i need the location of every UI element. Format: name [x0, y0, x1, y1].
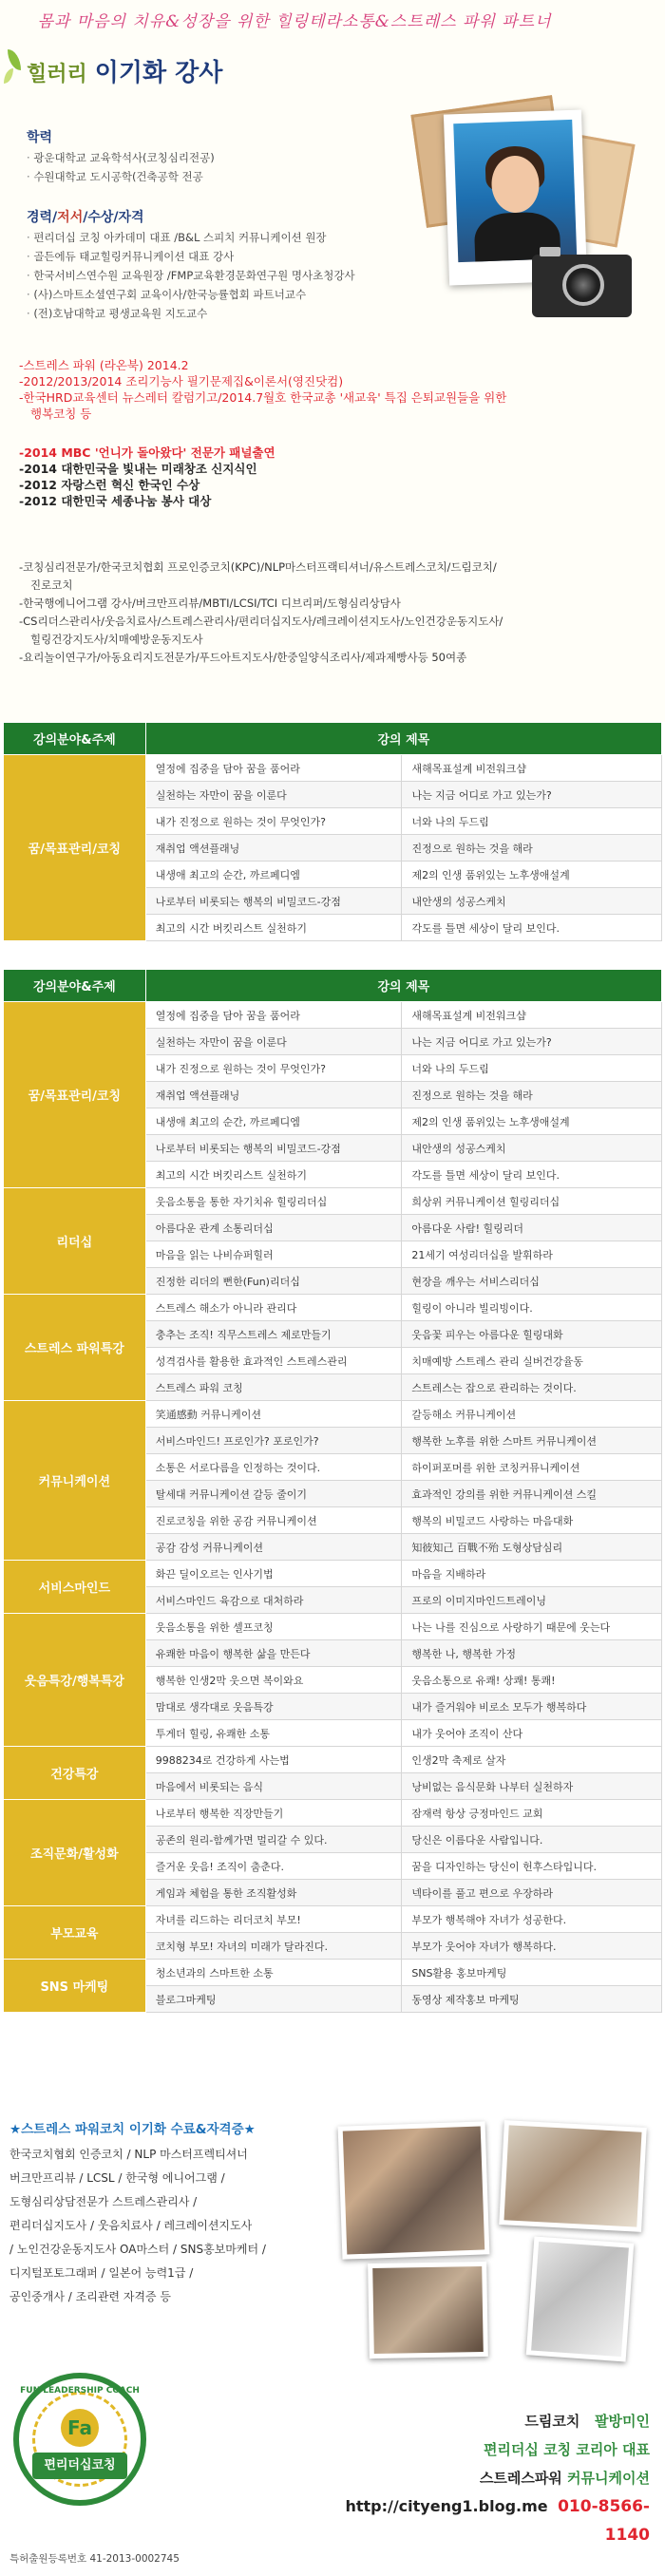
lecture-title-cell: 마음을 지배하라 [402, 1561, 662, 1587]
lecture-title-cell: 내가 진정으로 원하는 것이 무엇인가? [145, 1055, 402, 1082]
lecture-title-cell: 인생2막 축제로 살자 [402, 1747, 662, 1773]
lecture-title-cell: 각도를 틀면 세상이 달리 보인다. [402, 1162, 662, 1188]
lecture-title-cell: 유쾌한 마음이 행복한 삶을 만든다 [145, 1640, 402, 1667]
lecture-title-cell: 나는 나를 진심으로 사랑하기 때문에 웃는다 [402, 1614, 662, 1640]
lecture-title-cell: SNS활용 홍보마케팅 [402, 1960, 662, 1986]
lecture-title-cell: 하이퍼포머를 위한 코칭커뮤니케이션 [402, 1454, 662, 1481]
lecture-title-cell: 笑通感動 커뮤니케이션 [145, 1401, 402, 1428]
lecture-title-cell: 내가 웃어야 조직이 산다 [402, 1720, 662, 1747]
lecture-title-cell: 최고의 시간 버킷리스트 실천하기 [145, 915, 402, 941]
lecture-photo-gallery [340, 2124, 654, 2361]
qualification-item: -한국행에니어그램 강사/버크만프리뷰/MBTI/LCSI/TCI 디브리퍼/도형심리상담사 [19, 597, 401, 610]
award-item: -2012 대한민국 세종나눔 봉사 대상 [19, 494, 212, 508]
title-prefix: 힐러리 [27, 63, 87, 86]
awards-list [19, 445, 627, 509]
lecture-table-1 [3, 722, 662, 941]
lecture-title-cell: 블로그마케팅 [145, 1986, 402, 2013]
lecture-title-cell: 잠재력 항상 긍정마인드 교회 [402, 1800, 662, 1827]
qualification-item: 힐링건강지도사/치매예방운동지도사 [30, 633, 203, 646]
education-item: · 광운대학교 교육학석사(코칭심리전공) [27, 148, 215, 167]
lecture-title-cell: 부모가 행복해야 자녀가 성공한다. [402, 1906, 662, 1933]
table-header: 강의분야&주제 [4, 970, 146, 1002]
lecture-category: 리더십 [4, 1188, 146, 1295]
lecture-title-cell: 서비스마인드! 프로인가? 포로인가? [145, 1428, 402, 1454]
lecture-title-cell: 진정으로 원하는 것을 해라 [402, 835, 662, 862]
lecture-title-cell: 너와 나의 두드림 [402, 1055, 662, 1082]
table-row [4, 1800, 662, 1827]
lecture-title-cell: 마음에서 비롯되는 음식 [145, 1773, 402, 1800]
table-header: 강의분야&주제 [4, 723, 146, 755]
qualification-item: 진로코치 [30, 578, 73, 592]
tagline: 몸과 마음의 치유&성장을 위한 힐링테라소통&스트레스 파워 파트너 [37, 12, 552, 31]
logo-main-text: 편리더십코칭 [32, 2453, 127, 2479]
lecture-title-cell: 제2의 인생 품위있는 노후생애설계 [402, 862, 662, 888]
lecture-title-cell: 열정에 집중을 담아 꿈을 품어라 [145, 1002, 402, 1029]
page-title [27, 53, 222, 88]
lecture-title-cell: 진로코칭을 위한 공감 커뮤니케이션 [145, 1507, 402, 1534]
lecture-title-cell: 나로부터 비롯되는 행복의 비밀코드-강점 [145, 888, 402, 915]
lecture-title-cell: 성격검사를 활용한 효과적인 스트레스관리 [145, 1348, 402, 1374]
certification-line: / 노인건강운동지도사 OA마스터 / SNS홍보마케터 / [10, 2243, 266, 2256]
lecture-category: 건강특강 [4, 1747, 146, 1800]
lecture-title-cell: 동영상 제작홍보 마케팅 [402, 1986, 662, 2013]
leaf-small-icon [4, 68, 13, 84]
lecture-title-cell: 나는 지금 어디로 가고 있는가? [402, 1029, 662, 1055]
books-list [19, 357, 627, 422]
table-row [4, 1906, 662, 1933]
career-item: · 편리더십 코칭 아카데미 대표 /B&L 스피치 커뮤니케이션 원장 [27, 228, 355, 247]
lecture-title-cell: 치매예방 스트레스 관리 실버건강율동 [402, 1348, 662, 1374]
lecture-title-cell: 현장을 깨우는 서비스리더십 [402, 1268, 662, 1295]
lecture-title-cell: 공존의 원리-함께가면 멀리갈 수 있다. [145, 1827, 402, 1853]
lecture-title-cell: 게임과 체험을 통한 조직활성화 [145, 1880, 402, 1906]
education-list [27, 148, 215, 186]
qualifications-list [19, 559, 618, 667]
certification-line: 디지털포토그래퍼 / 일본어 능력1급 / [10, 2266, 194, 2280]
qualification-item: -요리놀이연구가/아동요리지도전문가/푸드아트지도사/한중일양식조리사/제과제빵사등 50여종 [19, 651, 467, 664]
contact-block [308, 2407, 650, 2549]
lecture-title-cell: 나로부터 행복한 직장만들기 [145, 1800, 402, 1827]
fun-leadership-logo [13, 2373, 146, 2506]
table-row [4, 755, 662, 782]
lecture-title-cell: 청소년과의 스마트한 소통 [145, 1960, 402, 1986]
career-item: · 골든에듀 태교힐링커뮤니케이션 대표 강사 [27, 247, 355, 266]
lecture-title-cell: 재취업 액션플래닝 [145, 1082, 402, 1108]
book-item: -한국HRD교육센터 뉴스레터 칼럼기고/2014.7월호 한국교총 '새교육' 특집 은퇴교원들을 위한 [19, 390, 507, 405]
lecture-title-cell: 맘대로 생각대로 웃음특강 [145, 1694, 402, 1720]
certification-line: 편리더십지도사 / 웃음치료사 / 레크레이션지도사 [10, 2219, 253, 2232]
lecture-category: 커뮤니케이션 [4, 1401, 146, 1561]
lecture-category: 서비스마인드 [4, 1561, 146, 1614]
lecture-category: 꿈/목표관리/코칭 [4, 755, 146, 941]
lecture-title-cell: 즐거운 웃음! 조직이 춤춘다. [145, 1853, 402, 1880]
lecture-title-cell: 탈세대 커뮤니케이션 갈등 줄이기 [145, 1481, 402, 1507]
lecture-title-cell: 행복한 나, 행복한 가정 [402, 1640, 662, 1667]
book-item: 행복코칭 등 [30, 407, 92, 421]
logo-arc-text: FUN LEADERSHIP COACH [20, 2386, 140, 2396]
lecture-title-cell: 희상위 커뮤니케이션 힐링리더십 [402, 1188, 662, 1215]
career-item: · (전)호남대학교 평생교육원 지도교수 [27, 304, 355, 323]
lecture-title-cell: 부모가 웃어야 자녀가 행복하다. [402, 1933, 662, 1960]
lecture-title-cell: 내안생의 성공스케치 [402, 888, 662, 915]
table-header: 강의 제목 [145, 723, 661, 755]
leaf-icon [8, 49, 21, 70]
certification-line: 한국코치협회 인증코치 / NLP 마스터프렉티셔너 [10, 2148, 248, 2161]
lecture-title-cell: 나는 지금 어디로 가고 있는가? [402, 782, 662, 808]
lecture-title-cell: 새해목표설계 비전워크샵 [402, 1002, 662, 1029]
lecture-title-cell: 최고의 시간 버킷리스트 실천하기 [145, 1162, 402, 1188]
lecture-title-cell: 화끈 딜이오르는 인사기법 [145, 1561, 402, 1587]
table-header: 강의 제목 [145, 970, 661, 1002]
lecture-title-cell: 내생애 최고의 순간, 까르페디엠 [145, 862, 402, 888]
lecture-title-cell: 실천하는 자만이 꿈을 이룬다 [145, 1029, 402, 1055]
lecture-title-cell: 힐링이 아니라 빌리빙이다. [402, 1295, 662, 1321]
lecture-title-cell: 행복의 비밀코드 사랑하는 마음대화 [402, 1507, 662, 1534]
lecture-title-cell: 웃음소통으로 유쾌! 상쾌! 통쾌! [402, 1667, 662, 1694]
table-row [4, 1960, 662, 1986]
table-row [4, 1002, 662, 1029]
lecture-title-cell: 각도를 틀면 세상이 달리 보인다. [402, 915, 662, 941]
award-item: -2014 MBC '언니가 돌아왔다' 전문가 패널출연 [19, 445, 276, 460]
lecture-title-cell: 프로의 이미지마인드트레이닝 [402, 1587, 662, 1614]
lecture-title-cell: 21세기 여성리더십을 발휘하라 [402, 1241, 662, 1268]
portrait-image [453, 120, 577, 262]
lecture-title-cell: 투게더 힐링, 유쾌한 소통 [145, 1720, 402, 1747]
lecture-title-cell: 재취업 액션플래닝 [145, 835, 402, 862]
lecture-photo [368, 2262, 488, 2358]
contact-role: 드림코치 [524, 2413, 580, 2430]
lecture-title-cell: 마음을 읽는 나비슈퍼힐러 [145, 1241, 402, 1268]
lecture-title-cell: 당신은 이름다운 사람입니다. [402, 1827, 662, 1853]
lecture-title-cell: 꿈을 디자인하는 당신이 헌후스타입니다. [402, 1853, 662, 1880]
lecture-title-cell: 웃음소통을 통한 자기치유 힐링리더십 [145, 1188, 402, 1215]
lecture-title-cell: 내가 즐거워야 비로소 모두가 행복하다 [402, 1694, 662, 1720]
career-item: · (사)스마트소셜연구회 교육이사/한국능률협회 파트너교수 [27, 285, 355, 304]
lecture-title-cell: 넥타이를 풀고 편으로 우장하라 [402, 1880, 662, 1906]
profile-header [0, 0, 665, 722]
lecture-title-cell: 내안생의 성공스케치 [402, 1135, 662, 1162]
lecture-title-cell: 낭비없는 음식문화 나부터 실천하자 [402, 1773, 662, 1800]
education-heading: 학력 [27, 130, 53, 145]
lecture-category: 부모교육 [4, 1906, 146, 1960]
certifications-title: ★스트레스 파워코치 이기화 수료&자격증★ [10, 2122, 256, 2137]
qualification-item: -코칭심리전문가/한국코치협회 프로인증코치(KPC)/NLP마스터프랙티셔너/유스트레스코치/드림코치/ [19, 560, 497, 574]
certifications-list [10, 2143, 323, 2309]
certification-line: 공인중개사 / 조리관련 자격증 등 [10, 2290, 171, 2303]
lecture-title-cell: 9988234로 건강하게 사는법 [145, 1747, 402, 1773]
award-item: -2012 자랑스런 혁신 한국인 수상 [19, 478, 200, 492]
certification-line: 도형심리상담전문가 스트레스관리사 / [10, 2195, 198, 2208]
lecture-title-cell: 행복한 인생2막 웃으면 복이와요 [145, 1667, 402, 1694]
certification-line: 버크만프리뷰 / LCSL / 한국형 에니어그램 / [10, 2171, 225, 2185]
award-item: -2014 대한민국을 빛내는 미래창조 신지식인 [19, 462, 257, 476]
lecture-category: SNS 마케팅 [4, 1960, 146, 2013]
book-item: -2012/2013/2014 조리기능사 필기문제집&이론서(영진닷컴) [19, 374, 344, 388]
lecture-title-cell: 행복한 노후를 위한 스마트 커뮤니케이션 [402, 1428, 662, 1454]
lecture-title-cell: 제2의 인생 품위있는 노후생애설계 [402, 1108, 662, 1135]
table-row [4, 1295, 662, 1321]
contact-role: 팔방미인 [595, 2413, 650, 2430]
career-item: · 한국서비스연수원 교육원장 /FMP교육환경문화연구원 명사초청강사 [27, 266, 355, 285]
lecture-category: 조직문화/활성화 [4, 1800, 146, 1906]
table-row [4, 1561, 662, 1587]
lecture-title-cell: 충추는 조직! 직무스트레스 제로만들기 [145, 1321, 402, 1348]
lecture-title-cell: 서비스마인드 육감으로 대처하라 [145, 1587, 402, 1614]
lecture-title-cell: 너와 나의 두드림 [402, 808, 662, 835]
lecture-category: 꿈/목표관리/코칭 [4, 1002, 146, 1188]
lecture-title-cell: 웃음꽃 피우는 아름다운 힐링대화 [402, 1321, 662, 1348]
lecture-title-cell: 知彼知己 百戰不殆 도형상담심리 [402, 1534, 662, 1561]
lecture-title-cell: 스트레스는 잡으로 관리하는 것이다. [402, 1374, 662, 1401]
lecture-title-cell: 웃음소통을 위한 셀프코칭 [145, 1614, 402, 1640]
lecture-title-cell: 열정에 집중을 담아 꿈을 품어라 [145, 755, 402, 782]
lecture-title-cell: 코치형 부모! 자녀의 미래가 달라진다. [145, 1933, 402, 1960]
lecture-photo [499, 2120, 647, 2232]
patent-number: 특허출원등록번호 41-2013-0002745 [10, 2553, 180, 2565]
footer-section [0, 2118, 665, 2576]
lecture-photo [526, 2236, 634, 2361]
lecture-title-cell: 내생애 최고의 순간, 까르페디엠 [145, 1108, 402, 1135]
profile-photo-collage [418, 95, 646, 332]
lecture-title-cell: 아름다운 관계 소통리더십 [145, 1215, 402, 1241]
lecture-title-cell: 진정으로 원하는 것을 해라 [402, 1082, 662, 1108]
qualification-item: -CS리더스관리사/웃음치료사/스트레스관리사/편리더십지도사/레크레이션지도사/노인건강운동지도사/ [19, 615, 504, 628]
contact-role: 커뮤니케이션 [567, 2470, 650, 2487]
lecture-title-cell: 자녀를 리드하는 리더코치 부모! [145, 1906, 402, 1933]
logo-mark-icon: Fa [61, 2409, 99, 2447]
lecture-title-cell: 갈등해소 커뮤니케이션 [402, 1401, 662, 1428]
lecture-title-cell: 효과적인 강의를 위한 커뮤니케이션 스킬 [402, 1481, 662, 1507]
lecture-title-cell: 스트레스 해소가 아니라 관리다 [145, 1295, 402, 1321]
career-list [27, 228, 355, 323]
lecture-title-cell: 내가 진정으로 원하는 것이 무엇인가? [145, 808, 402, 835]
lecture-photo [338, 2121, 490, 2259]
lecture-title-cell: 나로부터 비롯되는 행복의 비밀코드-강점 [145, 1135, 402, 1162]
table-row [4, 1188, 662, 1215]
lecture-title-cell: 스트레스 파워 코칭 [145, 1374, 402, 1401]
lecture-title-cell: 아름다운 사람! 힐링리더 [402, 1215, 662, 1241]
book-item: -스트레스 파워 (라온북) 2014.2 [19, 358, 189, 372]
lecture-title-cell: 소통은 서로다름을 인정하는 것이다. [145, 1454, 402, 1481]
camera-icon [532, 255, 632, 317]
lecture-title-cell: 새해목표설계 비전워크샵 [402, 755, 662, 782]
education-item: · 수원대학교 도시공학(건축공학 전공 [27, 167, 215, 186]
lecture-category: 스트레스 파워특강 [4, 1295, 146, 1401]
contact-company: 편리더십 코칭 코리아 대표 [483, 2441, 650, 2458]
career-heading: 경력/저서/수상/자격 [27, 210, 144, 225]
contact-role: 스트레스파워 [479, 2470, 562, 2487]
lecture-title-cell: 공감 감성 커뮤니케이션 [145, 1534, 402, 1561]
lecture-category: 웃음특강/행복특강 [4, 1614, 146, 1747]
lecture-table-2 [3, 969, 662, 2013]
title-name: 이기화 강사 [94, 59, 223, 87]
table-row [4, 1747, 662, 1773]
blog-link[interactable]: http://cityeng1.blog.me [345, 2497, 548, 2515]
table-row [4, 1614, 662, 1640]
phone-number[interactable]: 010-8566-1140 [558, 2497, 650, 2545]
lecture-title-cell: 실천하는 자만이 꿈을 이룬다 [145, 782, 402, 808]
table-row [4, 1401, 662, 1428]
lecture-title-cell: 진정한 리더의 뻔한(Fun)리더십 [145, 1268, 402, 1295]
